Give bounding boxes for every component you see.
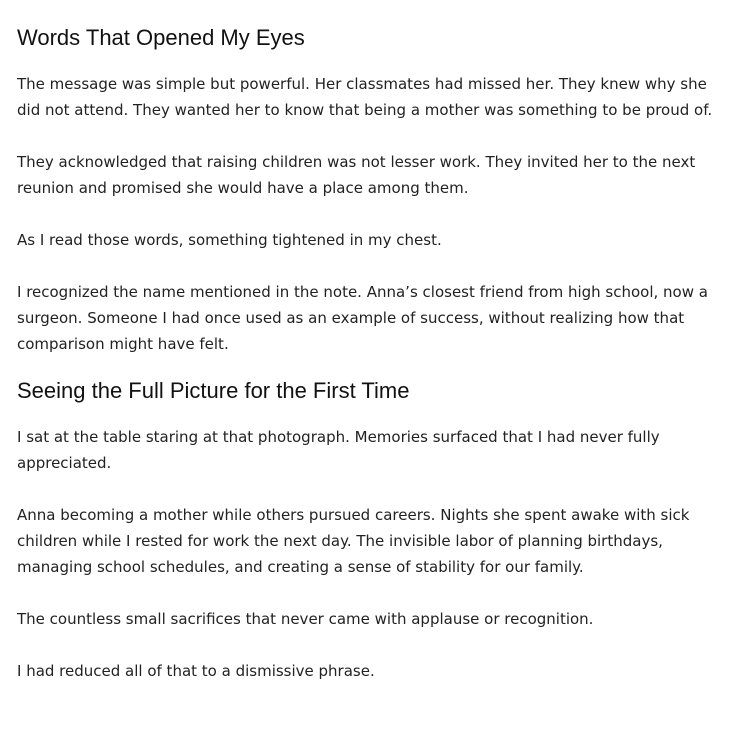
section-heading: Seeing the Full Picture for the First Time [17, 378, 410, 403]
paragraph: The message was simple but powerful. Her classmates had missed her. They knew why she did not attend. They wanted her to know that being a mother was something to be proud of. [17, 75, 713, 119]
paragraph: The countless small sacrifices that never came with applause or recognition. [17, 610, 594, 628]
paragraph: I sat at the table staring at that photograph. Memories surfaced that I had never fully appreciated. [17, 428, 660, 472]
paragraph: I recognized the name mentioned in the note. Anna’s closest friend from high school, now a surgeon. Someone I had once used as an example of success, without realizing how that comparison might have felt. [17, 283, 708, 353]
paragraph: They acknowledged that raising children was not lesser work. They invited her to the next reunion and promised she would have a place among them. [17, 153, 696, 197]
paragraph: Anna becoming a mother while others pursued careers. Nights she spent awake with sick children while I rested for work the next day. The invisible labor of planning birthdays, managing school schedules, and creating a sense of stability for our family. [17, 506, 690, 576]
section-heading: Words That Opened My Eyes [17, 25, 305, 50]
paragraph: I had reduced all of that to a dismissive phrase. [17, 662, 375, 680]
paragraph: As I read those words, something tightened in my chest. [17, 231, 442, 249]
article-body [17, 0, 722, 710]
